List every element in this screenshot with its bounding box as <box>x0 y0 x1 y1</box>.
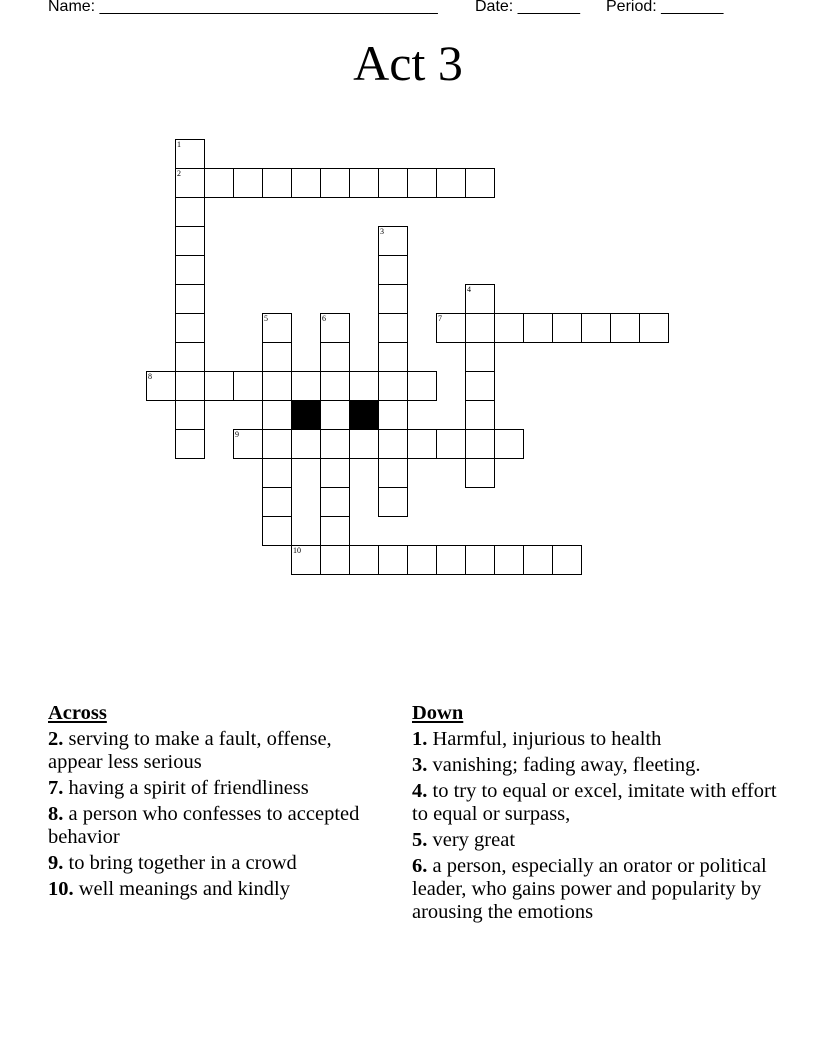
clue-number: 6 <box>322 314 326 323</box>
crossword-cell[interactable] <box>407 168 437 198</box>
crossword-cell[interactable] <box>407 545 437 575</box>
crossword-cell[interactable] <box>262 342 292 372</box>
clue-number: 9 <box>235 430 239 439</box>
crossword-cell[interactable] <box>349 545 379 575</box>
crossword-cell[interactable] <box>146 371 176 401</box>
crossword-cell[interactable] <box>175 197 205 227</box>
crossword-cell[interactable] <box>262 429 292 459</box>
clue-text: having a spirit of friendliness <box>63 777 309 799</box>
crossword-cell[interactable] <box>552 313 582 343</box>
down-clue <box>412 829 782 852</box>
crossword-cell[interactable] <box>320 342 350 372</box>
crossword-cell[interactable] <box>523 545 553 575</box>
crossword-cell[interactable] <box>291 371 321 401</box>
crossword-cell[interactable] <box>233 429 263 459</box>
crossword-cell[interactable] <box>320 545 350 575</box>
crossword-cell[interactable] <box>407 429 437 459</box>
crossword-cell[interactable] <box>262 400 292 430</box>
crossword-cell[interactable] <box>523 313 553 343</box>
crossword-cell[interactable] <box>378 226 408 256</box>
crossword-cell[interactable] <box>175 342 205 372</box>
crossword-cell[interactable] <box>610 313 640 343</box>
clue-number: 1. <box>412 728 428 750</box>
clue-text: Harmful, injurious to health <box>427 728 662 750</box>
crossword-cell[interactable] <box>262 313 292 343</box>
across-heading: Across <box>48 702 107 724</box>
crossword-cell[interactable] <box>436 545 466 575</box>
crossword-cell[interactable] <box>378 545 408 575</box>
crossword-cell[interactable] <box>378 313 408 343</box>
across-clue <box>48 777 388 800</box>
crossword-cell[interactable] <box>349 168 379 198</box>
clue-number: 1 <box>177 140 181 149</box>
period-field-label: Period: _______ <box>606 0 724 15</box>
crossword-cell[interactable] <box>465 545 495 575</box>
crossword-cell[interactable] <box>262 487 292 517</box>
crossword-cell[interactable] <box>175 400 205 430</box>
clue-number: 8 <box>148 372 152 381</box>
clue-text: a person who confesses to accepted behavior <box>48 803 360 848</box>
down-clue <box>412 728 782 751</box>
crossword-cell[interactable] <box>320 168 350 198</box>
crossword-cell[interactable] <box>320 458 350 488</box>
clue-number: 5 <box>264 314 268 323</box>
crossword-cell[interactable] <box>465 429 495 459</box>
crossword-cell[interactable] <box>465 284 495 314</box>
clue-number: 6. <box>412 855 428 877</box>
crossword-cell[interactable] <box>465 342 495 372</box>
clue-number: 2. <box>48 728 64 750</box>
crossword-cell[interactable] <box>465 168 495 198</box>
clue-number: 9. <box>48 852 64 874</box>
crossword-cell[interactable] <box>465 371 495 401</box>
crossword-cell[interactable] <box>465 458 495 488</box>
clue-text: very great <box>427 829 516 851</box>
crossword-cell[interactable] <box>320 516 350 546</box>
clue-number: 4. <box>412 780 428 802</box>
down-clues <box>412 702 782 927</box>
crossword-cell[interactable] <box>175 168 205 198</box>
clue-number: 7. <box>48 777 64 799</box>
clue-text: to try to equal or excel, imitate with effort to equal or surpass, <box>412 780 777 825</box>
crossword-cell[interactable] <box>175 226 205 256</box>
crossword-cell[interactable] <box>494 429 524 459</box>
clue-number: 8. <box>48 803 64 825</box>
page-title: Act 3 <box>353 35 463 91</box>
clue-number: 3. <box>412 754 428 776</box>
crossword-cell[interactable] <box>175 255 205 285</box>
crossword-cell[interactable] <box>378 400 408 430</box>
crossword-cell[interactable] <box>262 168 292 198</box>
across-clue-list <box>48 728 388 901</box>
crossword-cell[interactable] <box>175 139 205 169</box>
crossword-cell[interactable] <box>349 429 379 459</box>
down-clue <box>412 754 782 777</box>
across-clue <box>48 803 388 849</box>
crossword-cell[interactable] <box>204 371 234 401</box>
crossword-cell[interactable] <box>494 545 524 575</box>
crossword-cell[interactable] <box>581 313 611 343</box>
clue-text: vanishing; fading away, fleeting. <box>427 754 701 776</box>
date-field-label: Date: _______ <box>475 0 580 15</box>
clue-number: 10. <box>48 878 74 900</box>
crossword-cell[interactable] <box>233 168 263 198</box>
crossword-cell[interactable] <box>436 429 466 459</box>
clue-text: well meanings and kindly <box>73 878 290 900</box>
crossword-cell[interactable] <box>262 458 292 488</box>
crossword-cell[interactable] <box>320 487 350 517</box>
crossword-cell[interactable] <box>378 487 408 517</box>
crossword-cell[interactable] <box>175 284 205 314</box>
crossword-cell[interactable] <box>465 313 495 343</box>
across-clue <box>48 852 388 875</box>
crossword-cell[interactable] <box>494 313 524 343</box>
clue-number: 5. <box>412 829 428 851</box>
crossword-cell[interactable] <box>175 429 205 459</box>
clue-number: 7 <box>438 314 442 323</box>
crossword-cell[interactable] <box>320 371 350 401</box>
crossword-cell[interactable] <box>320 429 350 459</box>
crossword-cell[interactable] <box>436 313 466 343</box>
across-clue <box>48 728 388 774</box>
crossword-cell[interactable] <box>378 255 408 285</box>
crossword-cell[interactable] <box>465 400 495 430</box>
clue-number: 4 <box>467 285 471 294</box>
crossword-cell[interactable] <box>291 545 321 575</box>
clue-text: to bring together in a crowd <box>63 852 297 874</box>
across-clues <box>48 702 388 904</box>
name-field-label: Name: ______________________________________ <box>48 0 438 15</box>
across-clue <box>48 878 388 901</box>
crossword-cell[interactable] <box>552 545 582 575</box>
crossword-cell[interactable] <box>175 371 205 401</box>
crossword-cell[interactable] <box>378 284 408 314</box>
clue-number: 10 <box>293 546 301 555</box>
clue-number: 2 <box>177 169 181 178</box>
crossword-cell[interactable] <box>320 400 350 430</box>
down-clue <box>412 780 782 826</box>
crossword-cell[interactable] <box>233 371 263 401</box>
crossword-cell[interactable] <box>378 458 408 488</box>
crossword-cell[interactable] <box>378 342 408 372</box>
crossword-cell[interactable] <box>407 371 437 401</box>
crossword-cell[interactable] <box>436 168 466 198</box>
crossword-cell[interactable] <box>378 371 408 401</box>
crossword-cell[interactable] <box>204 168 234 198</box>
crossword-cell[interactable] <box>378 429 408 459</box>
down-clue <box>412 855 782 924</box>
crossword-cell[interactable] <box>291 168 321 198</box>
down-heading: Down <box>412 702 464 724</box>
clue-text: serving to make a fault, offense, appear less serious <box>48 728 332 773</box>
crossword-cell[interactable] <box>262 516 292 546</box>
crossword-cell[interactable] <box>378 168 408 198</box>
black-cell <box>349 400 379 430</box>
crossword-cell[interactable] <box>349 371 379 401</box>
crossword-cell[interactable] <box>639 313 669 343</box>
down-clue-list <box>412 728 782 924</box>
crossword-cell[interactable] <box>291 429 321 459</box>
crossword-cell[interactable] <box>175 313 205 343</box>
crossword-cell[interactable] <box>262 371 292 401</box>
clue-number: 3 <box>380 227 384 236</box>
black-cell <box>291 400 321 430</box>
crossword-cell[interactable] <box>320 313 350 343</box>
clue-text: a person, especially an orator or political leader, who gains power and popularity by arousing the emotions <box>412 855 767 923</box>
